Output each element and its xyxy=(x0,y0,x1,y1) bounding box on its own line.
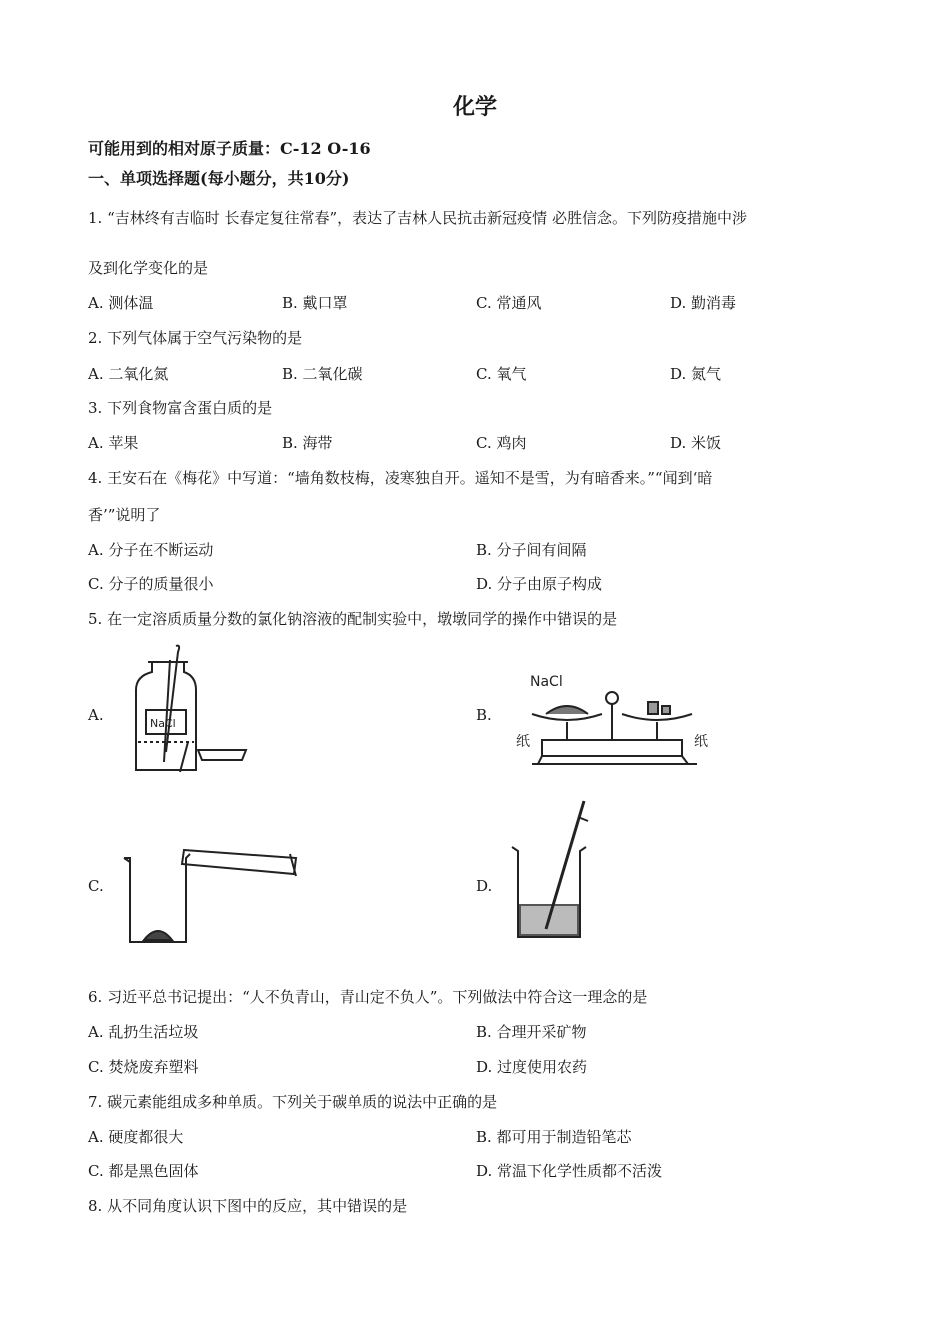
question-8-stem: 8. 从不同角度认识下图中的反应，其中错误的是 xyxy=(88,1197,408,1215)
q5-option-d: D. xyxy=(476,877,493,895)
q3-option-b: B. 海带 xyxy=(282,434,333,452)
q3-option-a: A. 苹果 xyxy=(88,434,139,452)
question-1-stem-line2: 及到化学变化的是 xyxy=(88,259,209,277)
q2-option-a: A. 二氧化氮 xyxy=(88,365,169,383)
question-1-stem-line1: 1. “吉林终有吉临时 长春定复往常春”，表达了吉林人民抗击新冠疫情 必胜信念。下列防疫措施中涉 xyxy=(88,209,747,227)
q7-option-c: C. 都是黑色固体 xyxy=(88,1162,199,1180)
q6-option-a: A. 乱扔生活垃圾 xyxy=(88,1023,199,1041)
question-5-stem: 5. 在一定溶质质量分数的氯化钠溶液的配制实验中，墩墩同学的操作中错误的是 xyxy=(88,610,618,628)
question-4-stem-line1: 4. 王安石在《梅花》中写道：“墙角数枝梅，凌寒独自开。遥知不是雪，为有暗香来。”“闻到‘暗 xyxy=(88,469,713,487)
question-2-stem: 2. 下列气体属于空气污染物的是 xyxy=(88,329,303,347)
q1-option-b: B. 戴口罩 xyxy=(282,294,348,312)
q4-option-d: D. 分子由原子构成 xyxy=(476,575,603,593)
q2-option-c: C. 氧气 xyxy=(476,365,527,383)
q7-option-d: D. 常温下化学性质都不活泼 xyxy=(476,1162,663,1180)
bottle-label-text: NaCl xyxy=(150,717,176,730)
question-6-stem: 6. 习近平总书记提出：“人不负青山，青山定不负人”。下列做法中符合这一理念的是 xyxy=(88,988,648,1006)
figure-b-balance xyxy=(512,668,717,772)
q3-option-c: C. 鸡肉 xyxy=(476,434,527,452)
beaker-outline xyxy=(124,854,190,942)
figure-a-reagent-bottle xyxy=(128,642,253,774)
q6-option-d: D. 过度使用农药 xyxy=(476,1058,588,1076)
q1-option-c: C. 常通风 xyxy=(476,294,542,312)
figure-c-beaker-pouring xyxy=(120,846,302,946)
q6-option-b: B. 合理开采矿物 xyxy=(476,1023,587,1041)
question-3-stem: 3. 下列食物富含蛋白质的是 xyxy=(88,399,273,417)
weight-1 xyxy=(648,702,658,714)
section-heading: 一、单项选择题(每小题分，共10分) xyxy=(88,169,350,188)
q1-option-a: A. 测体温 xyxy=(88,294,154,312)
balance-nacl-label: NaCl xyxy=(530,674,563,690)
q4-option-b: B. 分子间有间隔 xyxy=(476,541,587,559)
q4-option-c: C. 分子的质量很小 xyxy=(88,575,214,593)
q3-option-d: D. 米饭 xyxy=(670,434,722,452)
q5-option-b: B. xyxy=(476,706,492,724)
graduated-cylinder xyxy=(182,850,296,874)
question-4-stem-line2: 香’”说明了 xyxy=(88,506,161,524)
paper-label-left: 纸 xyxy=(516,734,530,750)
figure-d-beaker-stirring xyxy=(508,797,598,945)
q1-option-d: D. 勤消毒 xyxy=(670,294,737,312)
paper-label-right: 纸 xyxy=(694,734,708,750)
weighing-dish xyxy=(198,750,246,760)
q2-option-b: B. 二氧化碳 xyxy=(282,365,363,383)
q7-option-a: A. 硬度都很大 xyxy=(88,1128,184,1146)
q6-option-c: C. 焚烧废弃塑料 xyxy=(88,1058,199,1076)
q5-option-c: C. xyxy=(88,877,104,895)
q4-option-a: A. 分子在不断运动 xyxy=(88,541,214,559)
q2-option-d: D. 氮气 xyxy=(670,365,722,383)
page-title: 化学 xyxy=(452,94,497,120)
q7-option-b: B. 都可用于制造铅笔芯 xyxy=(476,1128,632,1146)
q5-option-a: A. xyxy=(88,706,104,724)
salt-pile xyxy=(546,706,588,714)
solid-residue xyxy=(144,931,172,940)
weight-2 xyxy=(662,706,670,714)
atomic-mass-line: 可能用到的相对原子质量：C-12 O-16 xyxy=(88,139,371,158)
question-7-stem: 7. 碳元素能组成多种单质。下列关于碳单质的说法中正确的是 xyxy=(88,1093,498,1111)
left-pan xyxy=(532,714,602,720)
